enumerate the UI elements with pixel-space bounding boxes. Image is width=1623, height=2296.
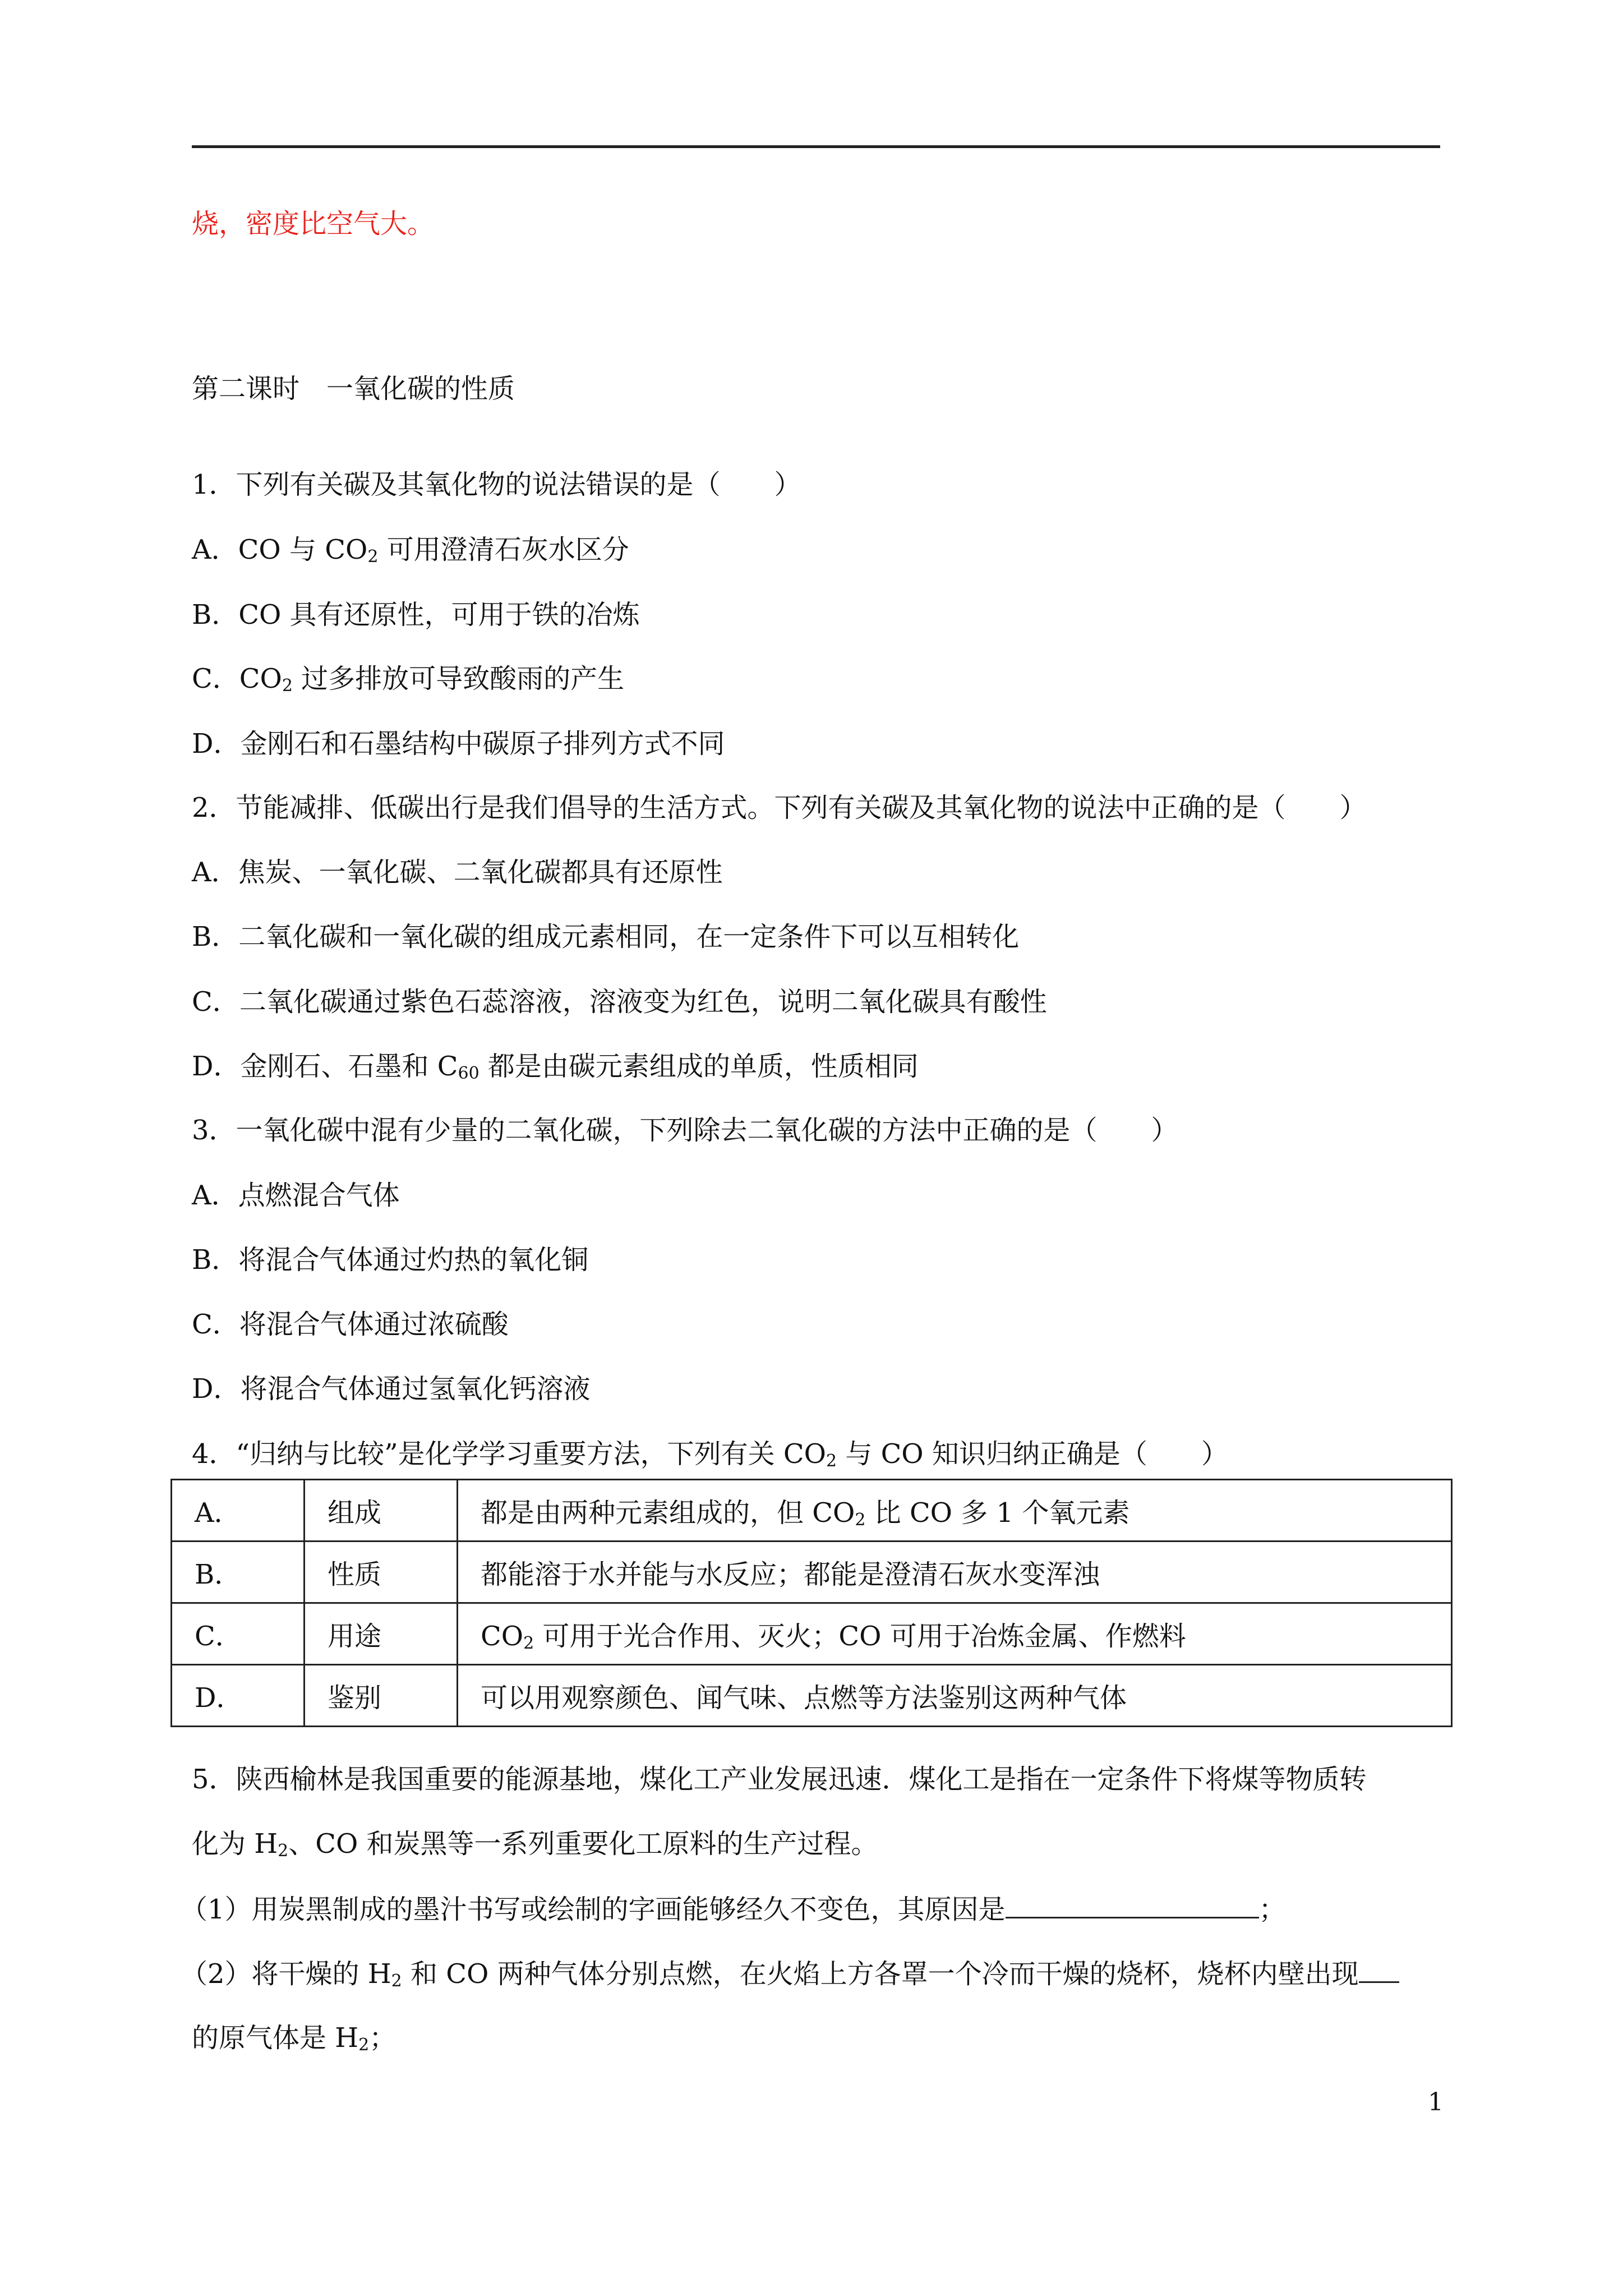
q3-option-c: C．将混合气体通过浓硫酸 [192, 1309, 509, 1340]
table-cell-option: B． [172, 1542, 305, 1603]
q4-comparison-table [170, 1479, 1453, 1727]
q1-stem: 1．下列有关碳及其氧化物的说法错误的是（ ） [192, 469, 801, 500]
section-title: 第二课时 一氧化碳的性质 [192, 373, 515, 404]
continuation-answer: 烧，密度比空气大。 [192, 208, 435, 240]
header-rule [192, 145, 1440, 148]
q4-stem: 4．“归纳与比较”是化学学习重要方法，下列有关 $CO_2$ 与 CO 知识归纳正确是（ ） [192, 1438, 1228, 1471]
table-cell-option: D． [172, 1665, 305, 1727]
q2-option-b: B．二氧化碳和一氧化碳的组成元素相同，在一定条件下可以互相转化 [192, 921, 1020, 953]
q3-stem: 3．一氧化碳中混有少量的二氧化碳，下列除去二氧化碳的方法中正确的是（ ） [192, 1115, 1178, 1146]
q1-option-a: A．CO 与 $CO_2$ 可用澄清石灰水区分 [192, 534, 629, 567]
table-row [172, 1542, 1452, 1603]
q5-sub2-line2: 的原气体是 $H_2$； [192, 2022, 396, 2055]
table-cell-content: 都能溶于水并能与水反应；都能是澄清石灰水变浑浊 [458, 1542, 1452, 1603]
table-row [172, 1665, 1452, 1727]
table-row [172, 1603, 1452, 1665]
q2-option-d: D．金刚石、石墨和 $C_{60}$ 都是由碳元素组成的单质，性质相同 [192, 1051, 919, 1083]
table-cell-content: 可以用观察颜色、闻气味、点燃等方法鉴别这两种气体 [458, 1665, 1452, 1727]
q2-option-c: C．二氧化碳通过紫色石蕊溶液，溶液变为红色，说明二氧化碳具有酸性 [192, 986, 1047, 1018]
q2-option-a: A．焦炭、一氧化碳、二氧化碳都具有还原性 [192, 857, 723, 888]
q5-stem-line2: 化为 $H_2$、CO 和炭黑等一系列重要化工原料的生产过程。 [192, 1828, 878, 1861]
q1-option-b: B．CO 具有还原性，可用于铁的冶炼 [192, 599, 640, 631]
q5-sub1: （1）用炭黑制成的墨汁书写或绘制的字画能够经久不变色，其原因是 ； [181, 1892, 1286, 1926]
table-cell-option: C． [172, 1603, 305, 1665]
page-number: 1 [1428, 2088, 1444, 2116]
q5-sub2-line1: （2）将干燥的 $H_2$ 和 CO 两种气体分别点燃，在火焰上方各罩一个冷而干燥的烧杯，烧杯内壁出现 [181, 1957, 1399, 1991]
answer-blank[interactable] [1359, 1957, 1399, 1983]
q5-stem-line1: 5．陕西榆林是我国重要的能源基地，煤化工产业发展迅速．煤化工是指在一定条件下将煤等物质转 [192, 1764, 1367, 1795]
q2-stem: 2．节能减排、低碳出行是我们倡导的生活方式。下列有关碳及其氧化物的说法中正确的是（ ） [192, 792, 1367, 823]
answer-blank[interactable] [1006, 1892, 1259, 1918]
table-cell-aspect: 用途 [305, 1603, 458, 1665]
table-cell-aspect: 鉴别 [305, 1665, 458, 1727]
q1-option-c: C．$CO_2$ 过多排放可导致酸雨的产生 [192, 663, 625, 696]
table-cell-content: $CO_2$ 可用于光合作用、灭火；CO 可用于冶炼金属、作燃料 [458, 1603, 1452, 1665]
table-cell-option: A． [172, 1480, 305, 1542]
table-cell-aspect: 组成 [305, 1480, 458, 1542]
table-cell-content: 都是由两种元素组成的，但 $CO_2$ 比 CO 多 1 个氧元素 [458, 1480, 1452, 1542]
q1-option-d: D．金刚石和石墨结构中碳原子排列方式不同 [192, 728, 725, 760]
q3-option-a: A．点燃混合气体 [192, 1180, 400, 1211]
q3-option-d: D．将混合气体通过氢氧化钙溶液 [192, 1373, 591, 1405]
q3-option-b: B．将混合气体通过灼热的氧化铜 [192, 1244, 589, 1276]
table-cell-aspect: 性质 [305, 1542, 458, 1603]
table-row [172, 1480, 1452, 1542]
